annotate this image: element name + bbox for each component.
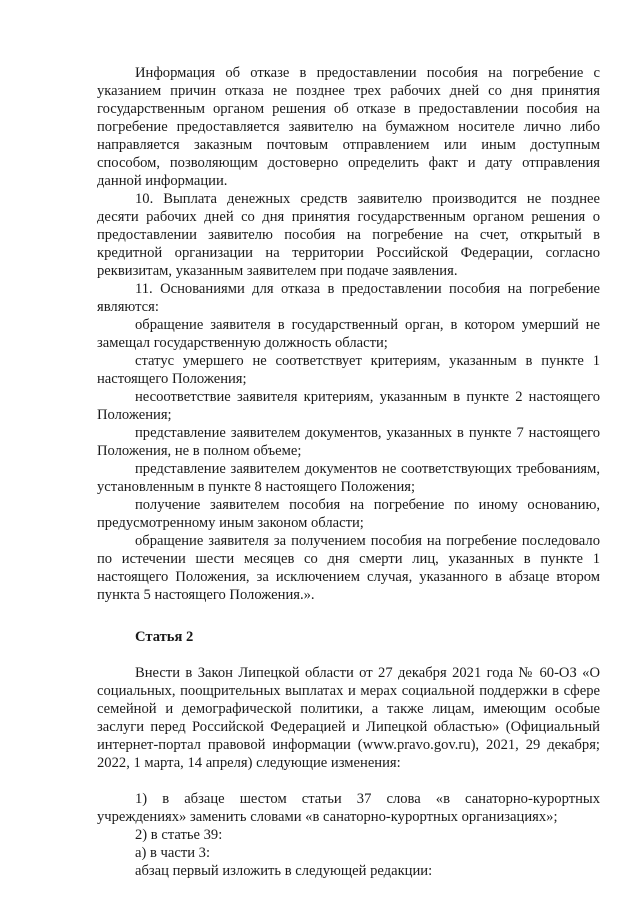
list-item: представление заявителем документов, указанных в пункте 7 настоящего Положения, не в полном объеме; — [97, 425, 600, 459]
change-item: 1) в абзаце шестом статьи 37 слова «в санаторно-курортных учреждениях» заменить словами «в санаторно-курортных организациях»; — [97, 791, 600, 825]
change-item: 2) в статье 39: — [135, 827, 223, 843]
paragraph: 11. Основаниями для отказа в предоставлении пособия на погребение являются: — [97, 281, 600, 315]
article-heading: Статья 2 — [135, 629, 194, 645]
paragraph: 10. Выплата денежных средств заявителю производится не позднее десяти рабочих дней со дня принятия государственным органом решения о предоставлении заявителю пособия на погребение на счет, открытый в кредитной организации на территории Российской Федерации, согласно реквизитам, указанным заявителем при подаче заявления. — [97, 191, 600, 279]
paragraph: Информация об отказе в предоставлении пособия на погребение с указанием причин отказа не позднее трех рабочих дней со дня принятия государственным органом решения об отказе в предоставлении пособия на погребение предоставляется заявителю на бумажном носителе лично либо направляется заказным почтовым отправлением или иным доступным способом, позволяющим достоверно определить факт и дату отправления данной информации. — [97, 65, 600, 189]
change-item: а) в части 3: — [135, 845, 211, 861]
list-item: обращение заявителя за получением пособия на погребение последовало по истечении шести месяцев со дня смерти лиц, указанных в пункте 1 настоящего Положения, за исключением случая, указанного в абзаце втором пункта 5 настоящего Положения.». — [97, 533, 600, 603]
list-item: статус умершего не соответствует критериям, указанным в пункте 1 настоящего Положения; — [97, 353, 600, 387]
list-item: представление заявителем документов не соответствующих требованиям, установленным в пункте 8 настоящего Положения; — [97, 461, 600, 495]
document-body — [97, 64, 600, 880]
change-item: абзац первый изложить в следующей редакции: — [135, 863, 433, 879]
spacer — [97, 772, 600, 790]
article-intro: Внести в Закон Липецкой области от 27 декабря 2021 года № 60-ОЗ «О социальных, поощрительных выплатах и мерах социальной поддержки в сфере семейной и демографической политики, а также лицам, имеющим особые заслуги перед Российской Федерацией и Липецкой областью» (Официальный интернет-портал правовой информации (www.pravo.gov.ru), 2021, 29 декабря; 2022, 1 марта, 14 апреля) следующие изменения: — [97, 665, 600, 771]
list-item: обращение заявителя в государственный орган, в котором умерший не замещал государственную должность области; — [97, 317, 600, 351]
list-item: получение заявителем пособия на погребение по иному основанию, предусмотренному иным законом области; — [97, 497, 600, 531]
list-item: несоответствие заявителя критериям, указанным в пункте 2 настоящего Положения; — [97, 389, 600, 423]
